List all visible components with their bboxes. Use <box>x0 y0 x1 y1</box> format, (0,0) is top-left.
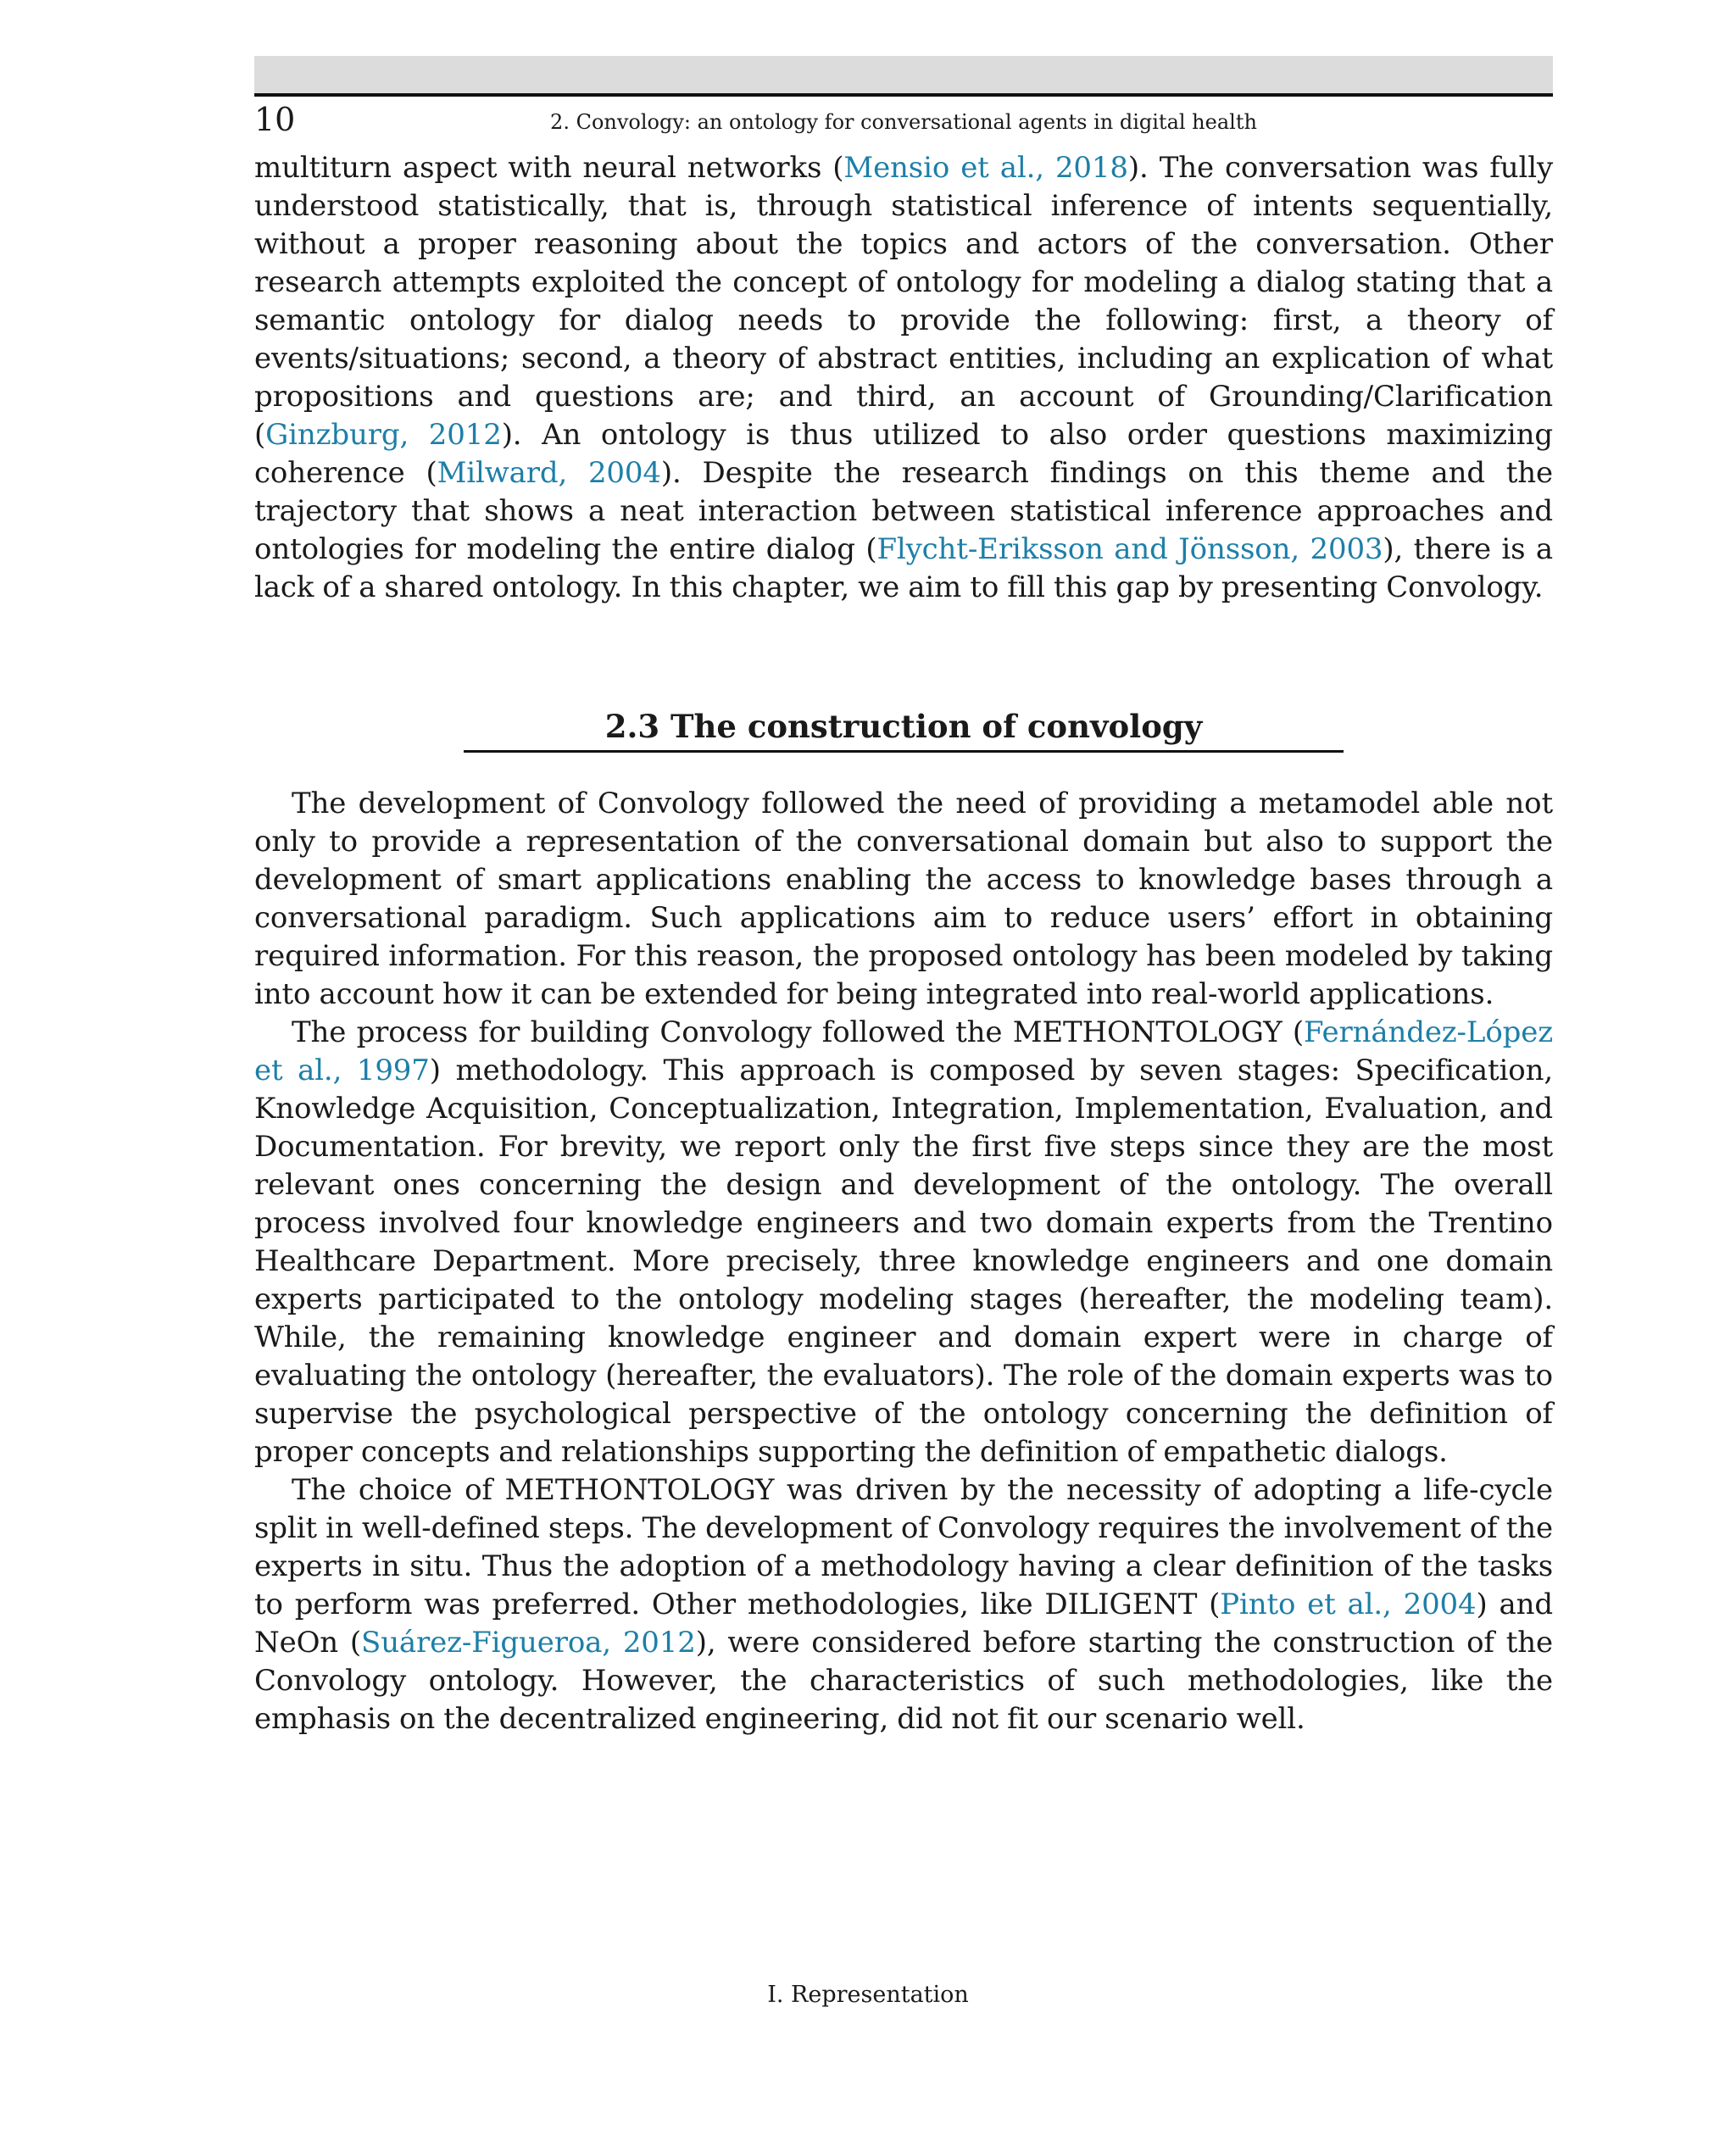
section-paragraph-2 <box>254 1014 1553 1471</box>
citation-link-fernandez-lopez[interactable]: Fernández-López et al., 1997 <box>254 1015 1553 1087</box>
header-band <box>254 56 1553 93</box>
text-run: ), were considered before starting the construction of the Convology ontology. However, the characteristics of such methodologies, like the emphasis on the decentralized engineering, did not fit our scenario well. <box>254 1626 1553 1736</box>
page-number: 10 <box>254 101 296 138</box>
text-run: ), there is a lack of a shared ontology. In this chapter, we aim to fill this gap by presenting Convology. <box>254 532 1553 604</box>
citation-link-suarez-figueroa[interactable]: Suárez-Figueroa, 2012 <box>361 1626 696 1660</box>
citation-link-flycht-eriksson[interactable]: Flycht-Eriksson and Jönsson, 2003 <box>876 532 1383 566</box>
running-title: 2. Convology: an ontology for conversational agents in digital health <box>550 110 1257 134</box>
section-body <box>254 785 1553 1738</box>
citation-link-milward[interactable]: Milward, 2004 <box>437 456 661 490</box>
text-run: ) and NeOn ( <box>254 1588 1553 1660</box>
text-run: ). An ontology is thus utilized to also order questions maximizing coherence ( <box>254 418 1553 490</box>
section-rule <box>464 750 1344 753</box>
intro-paragraph <box>254 149 1553 607</box>
section-paragraph-3 <box>254 1471 1553 1738</box>
section-2-3 <box>254 706 1553 753</box>
citation-link-ginzburg[interactable]: Ginzburg, 2012 <box>265 418 502 452</box>
page-footer: I. Representation <box>767 1982 969 2008</box>
running-head <box>254 97 1553 149</box>
text-run: The process for building Convology followed the METHONTOLOGY ( <box>292 1015 1304 1049</box>
section-heading: 2.3 The construction of convology <box>604 708 1203 745</box>
text-run: ). The conversation was fully understood statistically, that is, through statistical inference of intents sequentially, without a proper reasoning about the topics and actors of the conversation. Other research attempts exploited the concept of ontology for modeling a dialog stating that a semantic ontology for dialog needs to provide the following: first, a theory of events/situations; second, a theory of abstract entities, including an explication of what propositions and questions are; and third, an account of Grounding/Clarification ( <box>254 151 1553 452</box>
section-paragraph-1: The development of Convology followed the need of providing a metamodel able not only to provide a representation of the conversational domain but also to support the development of smart applications enabling the access to knowledge bases through a conversational paradigm. Such applications aim to reduce users’ effort in obtaining required information. For this reason, the proposed ontology has been modeled by taking into account how it can be extended for being integrated into real-world applications. <box>254 787 1553 1011</box>
text-run: The choice of METHONTOLOGY was driven by the necessity of adopting a life-cycle split in well-defined steps. The development of Convology requires the involvement of the experts in situ. Thus the adoption of a methodology having a clear definition of the tasks to perform was preferred. Other methodologies, like DILIGENT ( <box>254 1473 1553 1621</box>
citation-link-pinto[interactable]: Pinto et al., 2004 <box>1220 1588 1477 1621</box>
text-run: multiturn aspect with neural networks ( <box>254 151 844 185</box>
text-run: ) methodology. This approach is composed by seven stages: Specification, Knowledge Acquisition, Conceptualization, Integration, Implementation, Evaluation, and Documentation. For brevity, we report only the first five steps since they are the most relevant ones concerning the design and development of the ontology. The overall process involved four knowledge engineers and two domain experts from the Trentino Healthcare Department. More precisely, three knowledge engineers and one domain experts participated to the ontology modeling stages (hereafter, the modeling team). While, the remaining knowledge engineer and domain expert were in charge of evaluating the ontology (hereafter, the evaluators). The role of the domain experts was to supervise the psychological perspective of the ontology concerning the definition of proper concepts and relationships supporting the definition of empathetic dialogs. <box>254 1054 1554 1469</box>
text-run: ). Despite the research findings on this theme and the trajectory that shows a neat interaction between statistical inference approaches and ontologies for modeling the entire dialog ( <box>254 456 1554 566</box>
citation-link-mensio[interactable]: Mensio et al., 2018 <box>843 151 1128 185</box>
intro-paragraph-block <box>254 149 1553 607</box>
book-page <box>254 56 1553 1738</box>
